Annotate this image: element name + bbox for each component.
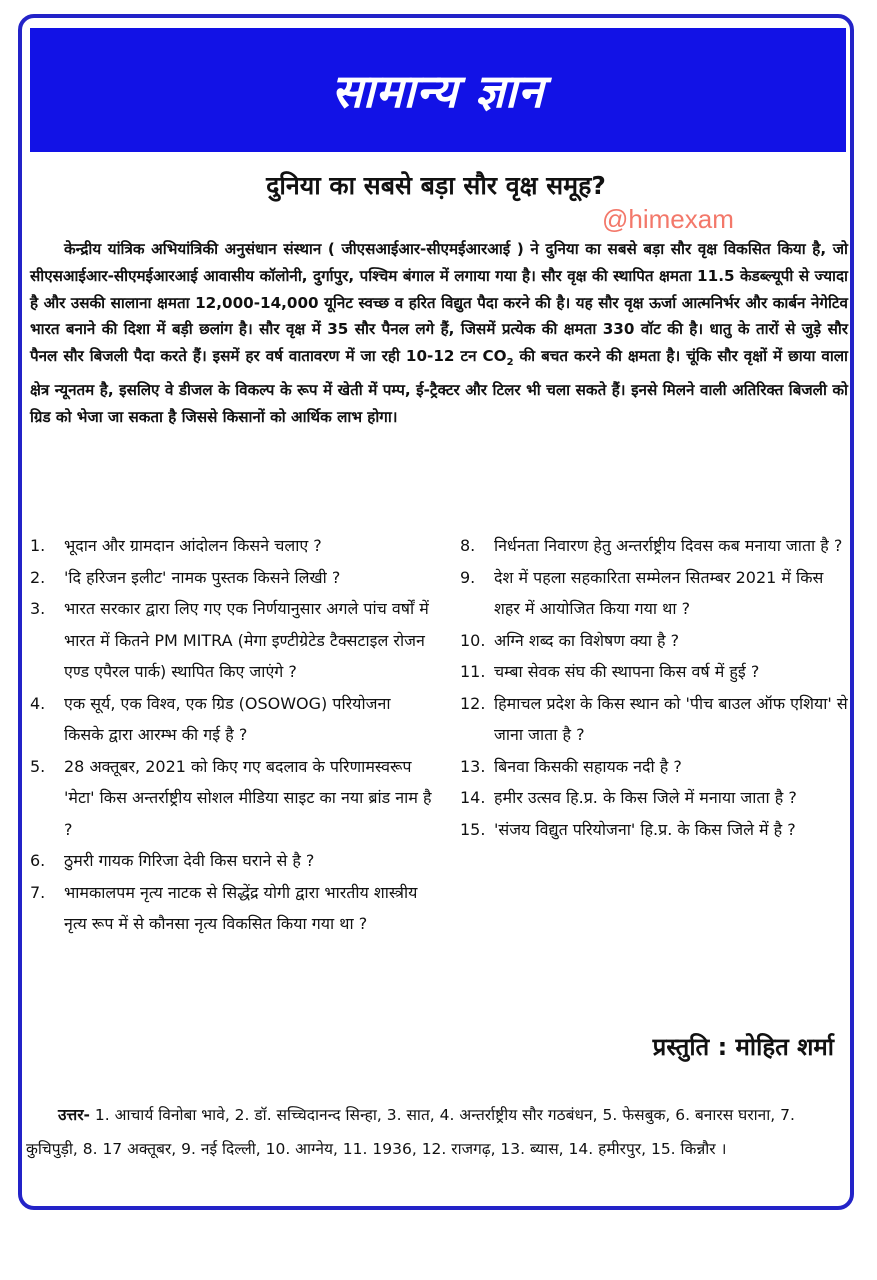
question-number: 14. [460, 788, 486, 807]
article-paragraph [30, 236, 848, 431]
article-heading: दुनिया का सबसे बड़ा सौर वृक्ष समूह? [266, 171, 606, 200]
author-credit: प्रस्तुति : मोहित शर्मा [652, 1033, 834, 1061]
question-item [30, 751, 434, 846]
question-item [30, 593, 434, 688]
question-number: 12. [460, 693, 486, 713]
question-text: देश में पहला सहकारिता सम्मेलन सितम्बर 2021 में किस शहर में आयोजित किया गया था ? [494, 567, 824, 618]
question-number: 2. [30, 567, 46, 587]
question-item [460, 530, 850, 562]
question-number: 13. [460, 756, 486, 776]
title-banner [30, 28, 846, 152]
question-text: चम्बा सेवक संघ की स्थापना किस वर्ष में हुई ? [494, 662, 760, 681]
co2-subscript: 2 [506, 357, 514, 369]
question-number: 15. [460, 819, 486, 839]
question-text: भूदान और ग्रामदान आंदोलन किसने चलाए ? [64, 536, 322, 555]
question-text: भारत सरकार द्वारा लिए गए एक निर्णयानुसार अगले पांच वर्षों में भारत में कितने PM MITRA (मेगा इण्टीग्रेटेड टैक्सटाइल रोजन एण्ड एपैरल पार्क) स्थापित किए जाएंगे ? [64, 599, 429, 681]
question-number: 6. [30, 851, 46, 870]
banner-title: सामान्य ज्ञान [331, 64, 545, 118]
question-item [460, 688, 850, 751]
question-item [460, 656, 850, 688]
question-item [460, 751, 850, 783]
answers-block [26, 1098, 848, 1166]
question-number: 11. [460, 662, 486, 681]
question-number: 5. [30, 756, 46, 776]
question-item [30, 845, 434, 877]
question-text: अग्नि शब्द का विशेषण क्या है ? [494, 630, 680, 650]
question-item [460, 625, 850, 657]
question-text: हमीर उत्सव हि.प्र. के किस जिले में मनाया जाता है ? [494, 788, 797, 807]
questions-left-column [30, 530, 434, 940]
questions-right-column [460, 530, 850, 845]
question-text: निर्धनता निवारण हेतु अन्तर्राष्ट्रीय दिवस कब मनाया जाता है ? [494, 536, 843, 555]
question-item [30, 530, 434, 562]
question-text: बिनवा किसकी सहायक नदी है ? [494, 756, 682, 776]
question-number: 3. [30, 599, 46, 618]
question-text: 28 अक्तूबर, 2021 को किए गए बदलाव के परिणामस्वरूप 'मेटा' किस अन्तर्राष्ट्रीय सोशल मीडिया साइट का नया ब्रांड नाम है ? [64, 756, 432, 839]
paragraph-part-2: की बचत करने की क्षमता है। चूंकि सौर वृक्षों में छाया वाला क्षेत्र न्यूनतम है, इसलिए वे डीजल के विकल्प के रूप में खेती में पम्प, ई-ट्रैक्टर और टिलर भी चला सकते हैं। इनसे मिलने वाली अतिरिक्त बिजली को ग्रिड को भेजा जा सकता है जिससे किसानों को आर्थिक लाभ होगा। [30, 347, 848, 426]
question-item [460, 814, 850, 846]
question-number: 1. [30, 536, 46, 555]
question-item [460, 782, 850, 814]
answers-label: उत्तर- [58, 1106, 90, 1124]
question-item [30, 562, 434, 594]
question-number: 8. [460, 536, 476, 555]
question-text: भामकालपम नृत्य नाटक से सिद्धेंद्र योगी द्वारा भारतीय शास्त्रीय नृत्य रूप में से कौनसा नृत्य विकसित किया गया था ? [64, 882, 418, 933]
question-item [30, 877, 434, 940]
page-frame [18, 14, 854, 1210]
question-number: 4. [30, 693, 46, 713]
question-item [460, 562, 850, 625]
question-item [30, 688, 434, 751]
answers-text: 1. आचार्य विनोबा भावे, 2. डॉ. सच्चिदानन्द सिन्हा, 3. सात, 4. अन्तर्राष्ट्रीय सौर गठबंधन, 5. फेसबुक, 6. बनारस घराना, 7. कुचिपुड़ी, 8. 17 अक्तूबर, 9. नई दिल्ली, 10. आग्नेय, 11. 1936, 12. राजगढ़, 13. ब्यास, 14. हमीरपुर, 15. किन्नौर । [26, 1106, 795, 1158]
question-text: 'संजय विद्युत परियोजना' हि.प्र. के किस जिले में है ? [494, 819, 796, 839]
question-text: हिमाचल प्रदेश के किस स्थान को 'पीच बाउल ऑफ एशिया' से जाना जाता है ? [494, 693, 848, 744]
paragraph-part-1: केन्द्रीय यांत्रिक अभियांत्रिकी अनुसंधान संस्थान ( जीएसआईआर-सीएमईआरआई ) ने दुनिया का सबसे बड़ा सौर वृक्ष विकसित किया है, जो सीएसआईआर-सीएमईआरआई आवासीय कॉलोनी, दुर्गापुर, पश्चिम बंगाल में लगाया गया है। सौर वृक्ष की स्थापित क्षमता 11.5 केडब्ल्यूपी से ज्यादा है और उसकी सालाना क्षमता 12,000-14,000 यूनिट स्वच्छ व हरित विद्युत पैदा करने की है। यह सौर वृक्ष ऊर्जा आत्मनिर्भर और कार्बन नेगेटिव भारत बनाने की दिशा में बड़ी छलांग है। सौर वृक्ष में 35 सौर पैनल लगे हैं, जिसमें प्रत्येक की क्षमता 330 वॉट की है। धातु के तारों से जुड़े सौर पैनल सौर बिजली पैदा करते हैं। इसमें हर वर्ष वातावरण में जा रही 10-12 टन CO [30, 240, 848, 366]
question-text: एक सूर्य, एक विश्व, एक ग्रिड (OSOWOG) परियोजना किसके द्वारा आरम्भ की गई है ? [64, 693, 391, 744]
question-number: 10. [460, 630, 486, 650]
watermark: @himexam [602, 204, 734, 234]
question-number: 7. [30, 882, 46, 902]
question-text: ठुमरी गायक गिरिजा देवी किस घराने से है ? [64, 851, 315, 870]
question-text: 'दि हरिजन इलीट' नामक पुस्तक किसने लिखी ? [64, 567, 341, 587]
question-number: 9. [460, 567, 476, 587]
